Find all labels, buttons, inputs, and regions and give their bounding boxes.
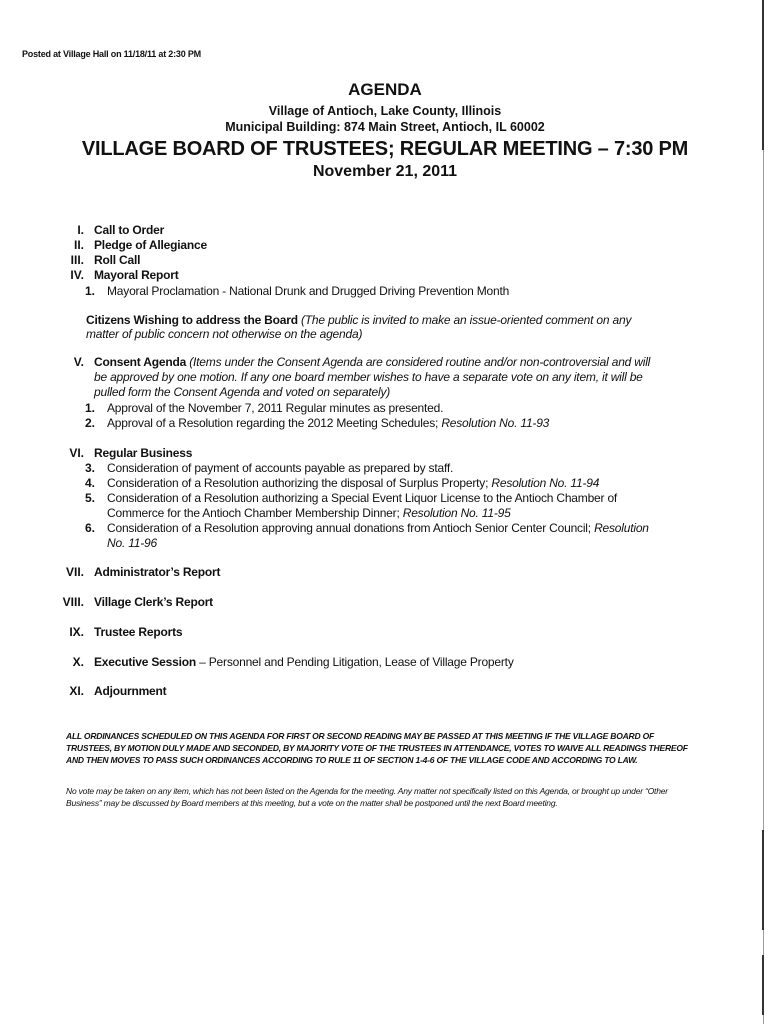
municipal-address: Municipal Building: 874 Main Street, Antioch, IL 60002 <box>225 120 545 134</box>
resolution-ref: Resolution <box>594 521 649 535</box>
subitem-meeting-schedules <box>107 416 549 431</box>
subitem-liquor-license-2 <box>107 506 511 521</box>
subitem-number: 4. <box>84 476 95 490</box>
subitem-text: Consideration of a Resolution authorizing the disposal of Surplus Property; <box>107 476 489 490</box>
subitem-minutes: Approval of the November 7, 2011 Regular minutes as presented. <box>107 401 444 415</box>
consent-note-3: pulled form the Consent Agenda and voted on separately) <box>94 385 391 399</box>
subitem-number: 1. <box>84 401 95 415</box>
citizens-note-1: (The public is invited to make an issue-oriented comment on any <box>301 313 632 327</box>
subitem-text: Consideration of a Resolution approving annual donations from Antioch Senior Center Council; <box>107 521 591 535</box>
citizens-label: Citizens Wishing to address the Board <box>86 313 298 327</box>
meeting-date: November 21, 2011 <box>312 163 458 180</box>
item-executive-session <box>94 655 514 670</box>
item-regular-business: Regular Business <box>94 446 193 460</box>
item-number: VIII. <box>62 595 84 609</box>
consent-line-1 <box>94 355 650 370</box>
citizens-line-1 <box>86 313 631 328</box>
item-number: I. <box>77 223 84 237</box>
item-number: VI. <box>69 446 84 460</box>
item-number: III. <box>70 253 84 267</box>
consent-label: Consent Agenda <box>94 355 187 369</box>
vote-notice: No vote may be taken on any item, which has not been listed on the Agenda for the meeting. Any matter not specifically listed on this Agenda, or brought up under “Other Business” may be discussed by Board members at this meeting, but a vote on the matter shall be postponed until the next Board meeting. <box>66 786 668 808</box>
subitem-surplus-property <box>107 476 599 491</box>
subitem-number: 5. <box>84 491 95 505</box>
item-number: IV. <box>70 268 84 282</box>
item-clerk-report: Village Clerk’s Report <box>94 595 213 609</box>
executive-session-text: – Personnel and Pending Litigation, Lease of Village Property <box>199 655 514 669</box>
scan-edge-mark <box>762 830 764 930</box>
agenda-title: AGENDA <box>348 80 422 99</box>
consent-note-2: be approved by one motion. If any one board member wishes to have a separate vote on any item, it will be <box>94 370 643 384</box>
subitem-liquor-license-1: Consideration of a Resolution authorizing a Special Event Liquor License to the Antioch Chamber of <box>107 491 618 505</box>
item-call-to-order: Call to Order <box>94 223 165 237</box>
item-mayoral-report: Mayoral Report <box>94 268 179 282</box>
subitem-accounts-payable: Consideration of payment of accounts payable as prepared by staff. <box>107 461 454 475</box>
item-number: XI. <box>69 684 84 698</box>
subitem-number: 2. <box>84 416 95 430</box>
subitem-proclamation: Mayoral Proclamation - National Drunk and Drugged Driving Prevention Month <box>107 284 510 298</box>
subitem-donations-2: No. 11-96 <box>107 536 158 550</box>
item-number: V. <box>73 355 84 369</box>
item-number: II. <box>73 238 84 252</box>
item-number: VII. <box>65 565 84 579</box>
item-adjournment: Adjournment <box>94 684 167 698</box>
resolution-ref: Resolution No. 11-94 <box>491 476 600 490</box>
subitem-number: 1. <box>84 284 95 298</box>
subitem-number: 6. <box>84 521 95 535</box>
subitem-donations-1 <box>107 521 649 536</box>
item-pledge: Pledge of Allegiance <box>94 238 207 252</box>
executive-session-label: Executive Session <box>94 655 196 669</box>
item-trustee-reports: Trustee Reports <box>94 625 183 639</box>
scan-edge-mark <box>762 0 764 150</box>
posted-notice: Posted at Village Hall on 11/18/11 at 2:30 PM <box>22 49 201 59</box>
ordinances-notice: ALL ORDINANCES SCHEDULED ON THIS AGENDA FOR FIRST OR SECOND READING MAY BE PASSED AT THIS MEETING IF THE VILLAGE BOARD OF TRUSTEES, BY MOTION DULY MADE AND SECONDED, BY MAJORITY VOTE OF THE TRUSTEES IN ATTENDANCE, VOTES TO WAIVE ALL READINGS THEREOF AND THEN MOVES TO PASS SUCH ORDINANCES ACCORDING TO RULE 11 OF SECTION 1-4-6 OF THE VILLAGE CODE AND ACCORDING TO LAW. <box>66 731 688 765</box>
subitem-text: Commerce for the Antioch Chamber Membership Dinner; <box>107 506 400 520</box>
citizens-note-2: matter of public concern not otherwise on the agenda) <box>86 327 363 341</box>
subitem-text: Approval of a Resolution regarding the 2012 Meeting Schedules; <box>107 416 439 430</box>
resolution-ref: Resolution No. 11-95 <box>402 506 511 520</box>
item-roll-call: Roll Call <box>94 253 141 267</box>
item-number: IX. <box>69 625 84 639</box>
meeting-title: VILLAGE BOARD OF TRUSTEES; REGULAR MEETING – 7:30 PM <box>81 138 689 160</box>
item-number: X. <box>72 655 84 669</box>
village-name: Village of Antioch, Lake County, Illinois <box>268 104 502 118</box>
item-administrator-report: Administrator’s Report <box>94 565 221 579</box>
scan-edge-mark <box>762 955 764 1015</box>
resolution-ref: Resolution No. 11-93 <box>441 416 550 430</box>
subitem-number: 3. <box>84 461 95 475</box>
consent-note-1: (Items under the Consent Agenda are considered routine and/or non-controversial and will <box>189 355 651 369</box>
